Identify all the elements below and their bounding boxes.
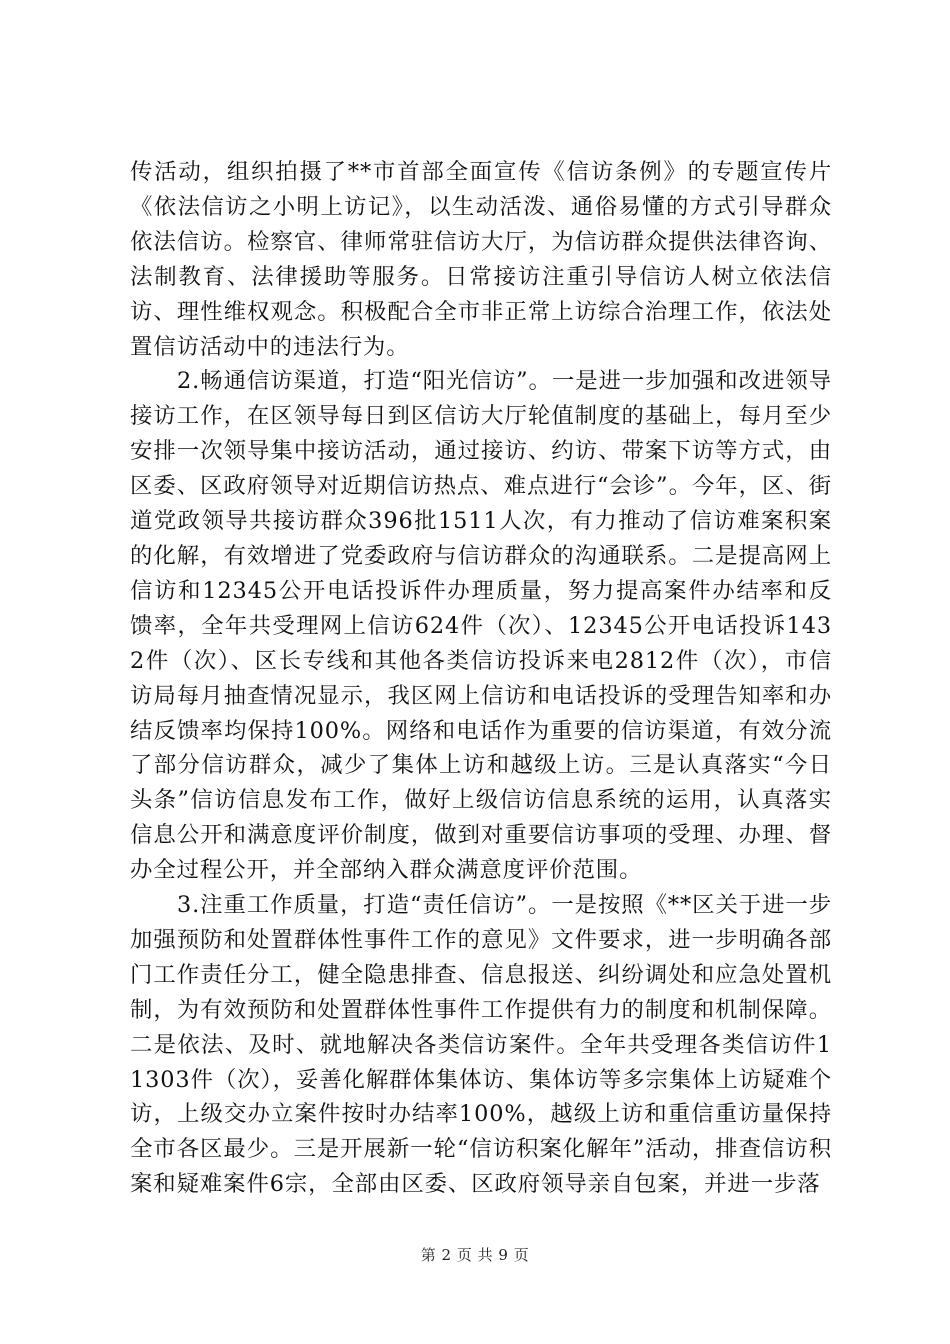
document-body [130, 155, 832, 1202]
page-footer [0, 1244, 950, 1265]
paragraph-item-3: 3.注重工作质量，打造“责任信访”。一是按照《**区关于进一步加强预防和处置群体性事件工作的意见》文件要求，进一步明确各部门工作责任分工，健全隐患排查、信息报送、纠纷调处和应急处置机制，为有效预防和处置群体性事件工作提供有力的制度和机制保障。二是依法、及时、就地解决各类信访案件。全年共受理各类信访件11303件（次），妥善化解群体集体访、集体访等多宗集体上访疑难个访，上级交办立案件按时办结率100%，越级上访和重信重访量保持全市各区最少。三是开展新一轮“信访积案化解年”活动，排查信访积案和疑难案件6宗，全部由区委、区政府领导亲自包案，并进一步落 [130, 892, 832, 1198]
paragraph-item-2: 2.畅通信访渠道，打造“阳光信访”。一是进一步加强和改进领导接访工作，在区领导每日到区信访大厅轮值制度的基础上，每月至少安排一次领导集中接访活动，通过接访、约访、带案下访等方式，由区委、区政府领导对近期信访热点、难点进行“会诊”。今年，区、街道党政领导共接访群众396批1511人次，有力推动了信访难案积案的化解，有效增进了党委政府与信访群众的沟通联系。二是提高网上信访和12345公开电话投诉件办理质量，努力提高案件办结率和反馈率，全年共受理网上信访624件（次）、12345公开电话投诉1432件（次）、区长专线和其他各类信访投诉来电2812件（次），市信访局每月抽查情况显示，我区网上信访和电话投诉的受理告知率和办结反馈率均保持100%。网络和电话作为重要的信访渠道，有效分流了部分信访群众，减少了集体上访和越级上访。三是认真落实“今日头条”信访信息发布工作，做好上级信访信息系统的运用，认真落实信息公开和满意度评价制度，做到对重要信访事项的受理、办理、督办全过程公开，并全部纳入群众满意度评价范围。 [130, 368, 832, 884]
paragraph-continuation: 传活动，组织拍摄了**市首部全面宣传《信访条例》的专题宣传片《依法信访之小明上访记》，以生动活泼、通俗易懂的方式引导群众依法信访。检察官、律师常驻信访大厅，为信访群众提供法律咨询、法制教育、法律援助等服务。日常接访注重引导信访人树立依法信访、理性维权观念。积极配合全市非正常上访综合治理工作，依法处置信访活动中的违法行为。 [130, 159, 832, 360]
page-number-label: 第 2 页 共 9 页 [420, 1246, 530, 1264]
